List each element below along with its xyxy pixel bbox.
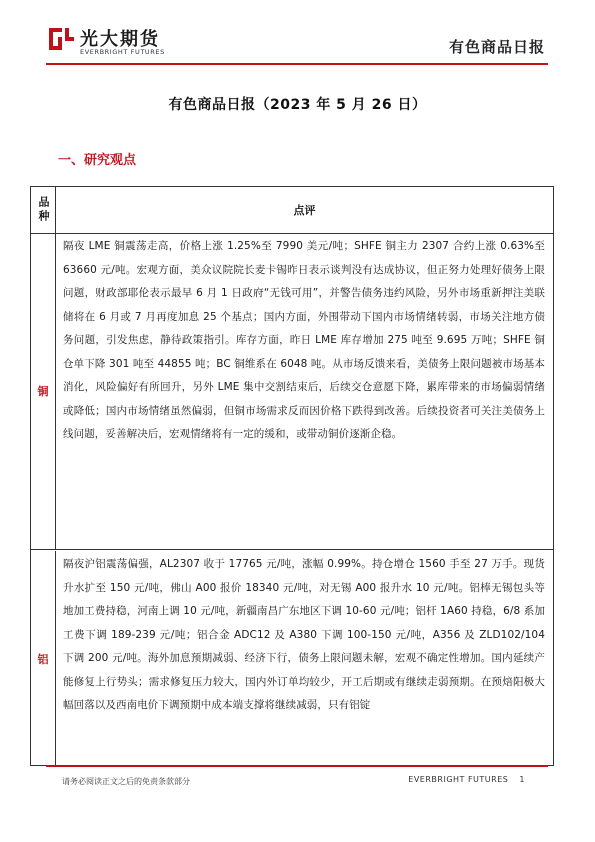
document-title: 有色商品日报（2023 年 5 月 26 日）: [168, 97, 427, 113]
header-title: 有色商品日报: [448, 38, 545, 56]
footer-disclaimer: 请务必阅读正文之后的免责条款部分: [62, 777, 190, 786]
footer-company-page: [408, 775, 525, 784]
table-row-copper: [31, 233, 553, 550]
logo-text-en: EVERBRIGHT FUTURES: [80, 48, 165, 56]
variety-cell-copper: 铜: [31, 233, 56, 549]
variety-cell-aluminum: 铝: [31, 551, 56, 766]
page-header: [0, 0, 595, 64]
comment-cell-copper: 隔夜 LME 铜震荡走高，价格上涨 1.25%至 7990 美元/吨；SHFE 铜主力 2307 合约上涨 0.63%至 63660 元/吨。宏观方面，美众议院院长麦卡锡昨日表示谈判没有达成协议，但正努力处理好债务上限问题，财政部耶伦表示最早 6 月 1 日政府“无钱可用”，并警告债务违约风险，另外市场重新押注美联储将在 6 月或 7 月再度加息 25 个基点；国内方面，外围带动下国内市场情绪转弱，市场关注地方债务问题，引发焦虑，静待政策指引。库存方面，昨日 LME 库存增加 275 吨至 9.695 万吨；SHFE 铜仓单下降 301 吨至 44855 吨；BC 铜维系在 6048 吨。从市场反馈来看，美债务上限问题被市场基本消化，风险偏好有所回升，另外 LME 集中交割结束后，后续交仓意愿下降，累库带来的市场偏弱情绪或降低；国内市场情绪虽然偏弱，但铜市场需求反而因价格下跌得到改善。后续投资者可关注美债务上线问题，妥善解决后，宏观情绪将有一定的缓和，或带动铜价逐渐企稳。: [63, 240, 545, 440]
logo-mark-icon: [46, 24, 76, 54]
logo-text-cn: 光大期货: [80, 29, 160, 50]
table-header-row: [31, 187, 553, 234]
page-number: 1: [519, 775, 525, 784]
header-comment-label: 点评: [293, 204, 316, 217]
section-heading: 一、研究观点: [58, 153, 137, 168]
footer-company: EVERBRIGHT FUTURES: [408, 775, 509, 784]
footer-divider: [46, 765, 548, 767]
company-logo: [46, 24, 186, 60]
research-table: [30, 186, 554, 766]
header-variety-cell: [31, 187, 56, 233]
comment-cell-aluminum: 隔夜沪铝震荡偏强，AL2307 收于 17765 元/吨，涨幅 0.99%。持仓增仓 1560 手至 27 万手。现货升水扩至 150 元/吨，佛山 A00 报价 18340 元/吨，对无锡 A00 报升水 10 元/吨。铝棒无锡包头等地加工费持稳，河南上调 10 元/吨，新疆南昌广东地区下调 10-60 元/吨；铝杆 1A60 持稳，6/8 系加工费下调 189-239 元/吨；铝合金 ADC12 及 A380 下调 100-150 元/吨，A356 及 ZLD102/104 下调 200 元/吨。海外加息预期减弱、经济下行，债务上限问题未解，宏观不确定性增加。国内延续产能修复上行势头；需求修复压力较大，国内外订单均较少，开工后期或有继续走弱预期。在预焙阳极大幅回落以及西南电价下调预期中成本端支撑将继续减弱，只有铝锭: [63, 558, 545, 711]
header-variety-label: 品种: [37, 196, 50, 224]
table-row-aluminum: [31, 551, 553, 766]
header-divider: [46, 63, 548, 65]
